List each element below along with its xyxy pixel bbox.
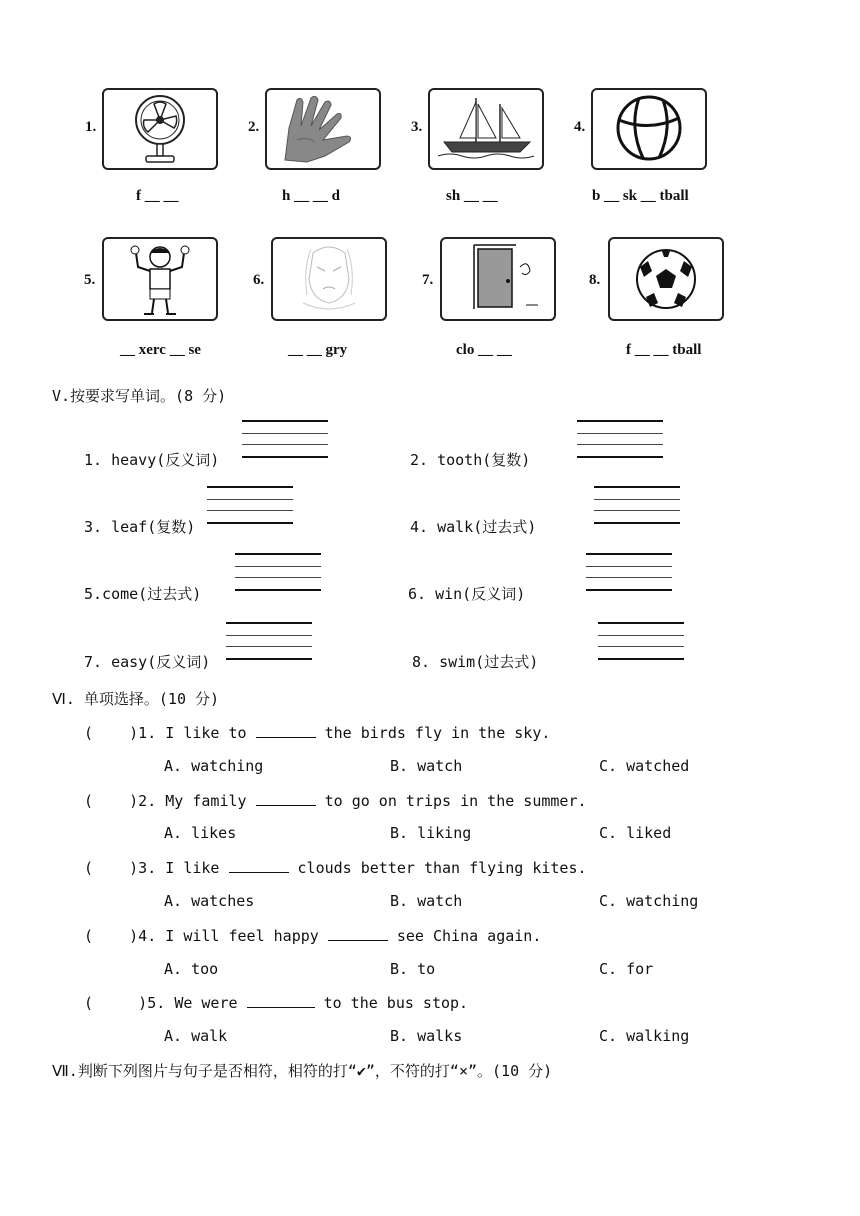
angry-face-icon (273, 239, 385, 319)
word-prompt: 5.come(过去式) (84, 585, 202, 603)
exercise-boy-icon (104, 239, 216, 319)
question-text: to go on trips in the summer. (324, 792, 587, 810)
question-text: I like (165, 859, 220, 877)
writing-lines[interactable] (242, 420, 328, 468)
word-hint: __ __ gry (288, 342, 348, 358)
word-prompt: 4. walk(过去式) (410, 518, 537, 536)
word-hint: f __ __ (136, 188, 179, 204)
option-c[interactable]: C. for (599, 960, 654, 978)
option-a[interactable]: A. likes (164, 824, 237, 842)
writing-lines[interactable] (235, 553, 321, 601)
word-hint: b __ sk __ tball (592, 188, 689, 204)
answer-paren[interactable]: ( )5. (84, 994, 166, 1012)
word-prompt: 3. leaf(复数) (84, 518, 196, 536)
question-text: clouds better than flying kites. (297, 859, 587, 877)
word-prompt: 8. swim(过去式) (412, 653, 539, 671)
item-number: 6. (253, 272, 265, 288)
answer-paren[interactable]: ( )1. (84, 724, 157, 742)
answer-paren[interactable]: ( )4. (84, 927, 157, 945)
option-b[interactable]: B. watch (390, 892, 463, 910)
option-a[interactable]: A. watching (164, 757, 264, 775)
answer-blank (229, 858, 289, 873)
word-hint: __ xerc __ se (120, 342, 201, 358)
section-title-vi: Ⅵ. 单项选择。(10 分) (52, 690, 220, 708)
answer-blank (328, 926, 388, 941)
option-b[interactable]: B. walks (390, 1027, 463, 1045)
picture-card-angry (271, 237, 387, 321)
answer-blank (256, 723, 316, 738)
writing-lines[interactable] (577, 420, 663, 468)
picture-card-door (440, 237, 556, 321)
option-a[interactable]: A. walk (164, 1027, 228, 1045)
word-prompt: 1. heavy(反义词) (84, 451, 220, 469)
question-3 (84, 858, 587, 877)
picture-card-hand (265, 88, 381, 170)
answer-paren[interactable]: ( )3. (84, 859, 157, 877)
question-text: see China again. (396, 927, 542, 945)
ship-icon (430, 90, 542, 168)
picture-card-football (608, 237, 724, 321)
basketball-icon (593, 90, 705, 168)
question-text: I like to (165, 724, 247, 742)
picture-card-exercise (102, 237, 218, 321)
football-icon (610, 239, 722, 319)
item-number: 2. (248, 119, 260, 135)
writing-lines[interactable] (594, 486, 680, 534)
option-c[interactable]: C. liked (599, 824, 672, 842)
question-4 (84, 926, 541, 945)
item-number: 1. (85, 119, 97, 135)
answer-blank (256, 791, 316, 806)
question-text: We were (174, 994, 238, 1012)
question-text: My family (165, 792, 247, 810)
word-hint: h __ __ d (282, 188, 340, 204)
option-a[interactable]: A. watches (164, 892, 255, 910)
word-prompt: 2. tooth(复数) (410, 451, 531, 469)
picture-card-basketball (591, 88, 707, 170)
question-text: to the bus stop. (323, 994, 469, 1012)
item-number: 7. (422, 272, 434, 288)
option-c[interactable]: C. walking (599, 1027, 690, 1045)
word-hint: sh __ __ (446, 188, 498, 204)
word-prompt: 6. win(反义词) (408, 585, 526, 603)
door-icon (442, 239, 554, 319)
question-2 (84, 791, 587, 810)
option-c[interactable]: C. watching (599, 892, 699, 910)
writing-lines[interactable] (598, 622, 684, 670)
item-number: 3. (411, 119, 423, 135)
writing-lines[interactable] (207, 486, 293, 534)
question-text: the birds fly in the sky. (324, 724, 551, 742)
answer-paren[interactable]: ( )2. (84, 792, 157, 810)
word-prompt: 7. easy(反义词) (84, 653, 211, 671)
item-number: 8. (589, 272, 601, 288)
word-hint: clo __ __ (456, 342, 512, 358)
fan-icon (104, 90, 216, 168)
item-number: 5. (84, 272, 96, 288)
option-b[interactable]: B. watch (390, 757, 463, 775)
section-title-v: V.按要求写单词。(8 分) (52, 387, 227, 405)
option-c[interactable]: C. watched (599, 757, 690, 775)
hand-icon (267, 90, 379, 168)
picture-card-fan (102, 88, 218, 170)
section-title-vii: Ⅶ.判断下列图片与句子是否相符，相符的打“✔”，不符的打“×”。(10 分) (52, 1062, 553, 1080)
option-b[interactable]: B. liking (390, 824, 472, 842)
item-number: 4. (574, 119, 586, 135)
picture-card-ship (428, 88, 544, 170)
answer-blank (247, 993, 315, 1008)
question-1 (84, 723, 550, 742)
question-5 (84, 993, 468, 1012)
question-text: I will feel happy (165, 927, 319, 945)
option-b[interactable]: B. to (390, 960, 436, 978)
writing-lines[interactable] (226, 622, 312, 670)
word-hint: f __ __ tball (626, 342, 702, 358)
option-a[interactable]: A. too (164, 960, 219, 978)
writing-lines[interactable] (586, 553, 672, 601)
